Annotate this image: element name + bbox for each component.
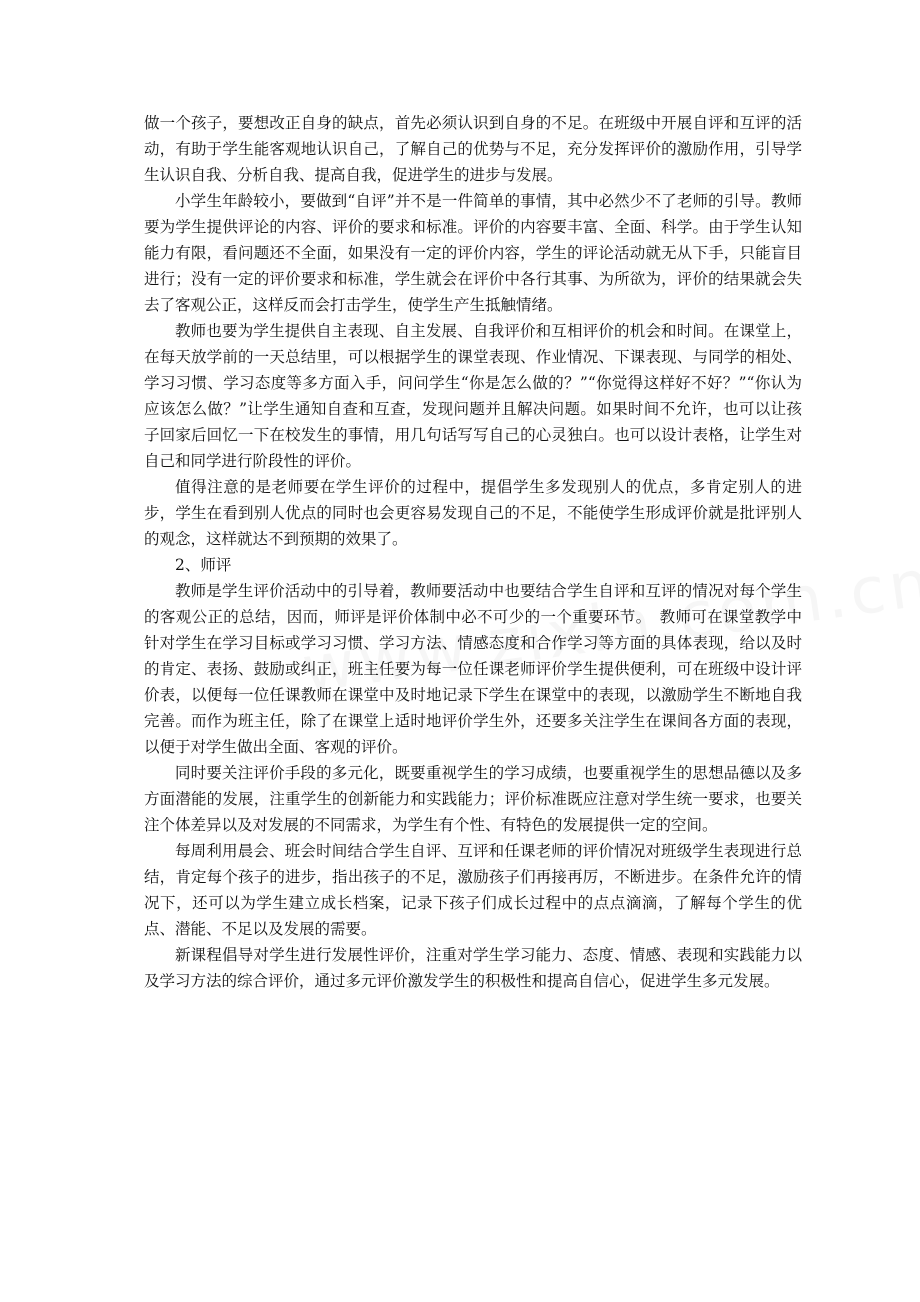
paragraph-5: 教师是学生评价活动中的引导着，教师要活动中也要结合学生自评和互评的情况对每个学生的客观公正的总结，因而，师评是评价体制中必不可少的一个重要环节。 教师可在课堂教学中针对学生在学习目标或学习习惯、学习方法、情感态度和合作学习等方面的具体表现，给以及时的肯定、表扬、鼓励或纠正，班主任要为每一位任课老师评价学生提供便利，可在班级中设计评价表，以便每一位任课教师在课堂中及时地记录下学生在课堂中的表现，以激励学生不断地自我完善。而作为班主任，除了在课堂上适时地评价学生外，还要多关注学生在课间各方面的表现，以便于对学生做出全面、客观的评价。 bbox=[144, 582, 802, 756]
paragraph-8: 新课程倡导对学生进行发展性评价，注重对学生学习能力、态度、情感、表现和实践能力以及学习方法的综合评价，通过多元评价激发学生的积极性和提高自信心，促进学生多元发展。 bbox=[144, 946, 802, 990]
paragraph-3: 教师也要为学生提供自主表现、自主发展、自我评价和互相评价的机会和时间。在课堂上，在每天放学前的一天总结里，可以根据学生的课堂表现、作业情况、下课表现、与同学的相处、学习习惯、学习态度等多方面入手，问问学生“你是怎么做的？”“你觉得这样好不好？”“你认为应该怎么做？”让学生通知自查和互查，发现问题并且解决问题。如果时间不允许，也可以让孩子回家后回忆一下在校发生的事情，用几句话写写自己的心灵独白。也可以设计表格，让学生对自己和同学进行阶段性的评价。 bbox=[144, 322, 802, 470]
paragraph-1: 做一个孩子，要想改正自身的缺点，首先必须认识到自身的不足。在班级中开展自评和互评的活动，有助于学生能客观地认识自己，了解自己的优势与不足，充分发挥评价的激励作用，引导学生认识自我、分析自我、提高自我，促进学生的进步与发展。 bbox=[144, 114, 802, 184]
section-heading-teacher-evaluation: 2、师评 bbox=[175, 556, 232, 574]
document-body bbox=[144, 110, 802, 994]
paragraph-7: 每周利用晨会、班会时间结合学生自评、互评和任课老师的评价情况对班级学生表现进行总结，肯定每个孩子的进步，指出孩子的不足，激励孩子们再接再厉，不断进步。在条件允许的情况下，还可以为学生建立成长档案，记录下孩子们成长过程中的点点滴滴，了解每个学生的优点、潜能、不足以及发展的需要。 bbox=[144, 842, 802, 938]
paragraph-4: 值得注意的是老师要在学生评价的过程中，提倡学生多发现别人的优点，多肯定别人的进步，学生在看到别人优点的同时也会更容易发现自己的不足，不能使学生形成评价就是批评别人的观念，这样就达不到预期的效果了。 bbox=[144, 478, 802, 548]
paragraph-2: 小学生年龄较小，要做到“自评”并不是一件简单的事情，其中必然少不了老师的引导。教师要为学生提供评论的内容、评价的要求和标准。评价的内容要丰富、全面、科学。由于学生认知能力有限，看问题还不全面，如果没有一定的评价内容，学生的评论活动就无从下手，只能盲目进行；没有一定的评价要求和标准，学生就会在评价中各行其事、为所欲为，评价的结果就会失去了客观公正，这样反而会打击学生，使学生产生抵触情绪。 bbox=[144, 192, 802, 314]
paragraph-6: 同时要关注评价手段的多元化，既要重视学生的学习成绩，也要重视学生的思想品德以及多方面潜能的发展，注重学生的创新能力和实践能力；评价标准既应注意对学生统一要求，也要关注个体差异以及对发展的不同需求，为学生有个性、有特色的发展提供一定的空间。 bbox=[144, 764, 802, 834]
